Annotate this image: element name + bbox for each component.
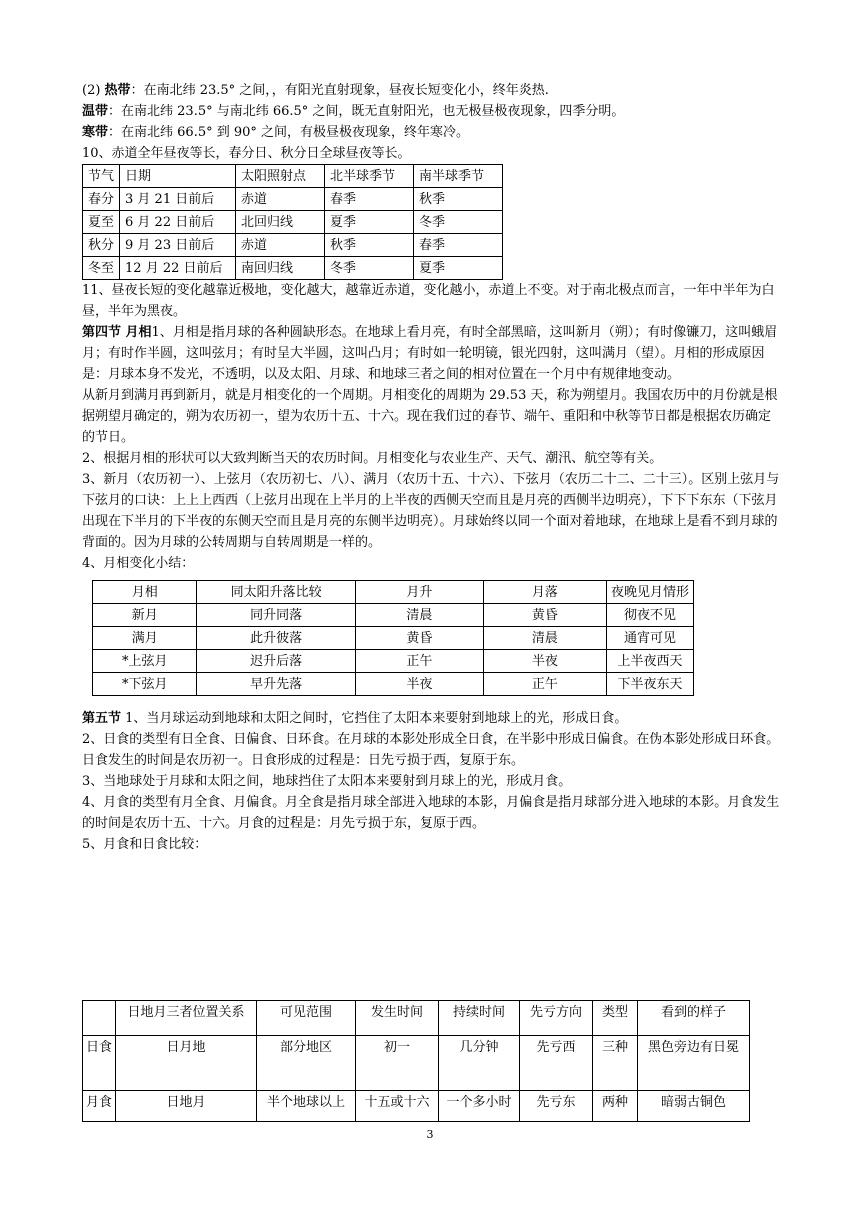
header-cell: 月相 [93,581,197,604]
frigid-desc: ：在南北纬 66.5° 到 90° 之间，有极昼极夜现象，终年寒冷。 [108,125,470,140]
section5-paragraph3: 3、当地球处于月球和太阳之间，地球挡住了太阳本来要射到月球上的光，形成月食。 [82,774,572,789]
table-cell: 黑色旁边有日冕 [638,1036,750,1091]
table-cell: 通宵可见 [606,627,693,650]
table-cell: 日地月 [116,1091,257,1122]
table-cell: 冬季 [325,257,414,280]
table-cell: 下半夜东天 [606,673,693,696]
table-cell: 月食 [83,1091,116,1122]
table-cell: 清晨 [355,604,483,627]
header-cell: 可见范围 [257,1001,356,1036]
table-cell: 十五或十六 [356,1091,439,1122]
table-cell: 上半夜西天 [606,650,693,673]
table-row [83,257,503,280]
table-cell: 春分 [83,188,120,211]
item-prefix: (2) [82,83,105,98]
table-cell: 此升彼落 [197,627,355,650]
section5-heading: 第五节 [82,711,122,726]
section4-heading: 第四节 月相 [82,325,152,340]
section4-paragraph3: 2、根据月相的形状可以大致判断当天的农历时间。月相变化与农业生产、天气、潮汛、航空等有关。 [82,451,663,466]
table-cell: 早升先落 [197,673,355,696]
temperate-line [82,101,782,122]
table-cell: 黄昏 [355,627,483,650]
table-cell: 夏季 [414,257,503,280]
table-cell: 日食 [83,1036,116,1091]
page-body [82,80,782,855]
eclipse-comparison-table [82,1000,750,1122]
table-cell: 秋季 [414,188,503,211]
table-cell: 冬季 [414,211,503,234]
tropic-desc: ：在南北纬 23.5° 之间，，有阳光直射现象，昼夜长短变化小，终年炎热. [130,83,549,98]
header-cell: 先亏方向 [520,1001,593,1036]
table-cell: 南回归线 [236,257,325,280]
table-header-row [83,165,503,188]
frigid-term: 寒带 [82,125,109,140]
frigid-line [82,122,782,143]
table-cell: 夏季 [325,211,414,234]
table-cell: 半夜 [355,673,483,696]
section5-paragraph4: 4、月食的类型有月全食、月偏食。月全食是指月球全部进入地球的本影，月偏食是指月球部分进入地球的本影。月食发生的时间是农历十五、十六。月食的过程是：月先亏损于东，复原于西。 [82,795,780,831]
table-cell: 先亏东 [520,1091,593,1122]
header-cell: 北半球季节 [325,165,414,188]
tropic-line [82,80,782,101]
page-number: 3 [426,1128,434,1141]
table-cell: 两种 [593,1091,638,1122]
table-cell: 3 月 21 日前后 [120,188,236,211]
table-cell: 几分钟 [439,1036,520,1091]
table-cell: 秋分 [83,234,120,257]
table-cell: 暗弱古铜色 [638,1091,750,1122]
table-cell: 部分地区 [257,1036,356,1091]
table-cell: 半个地球以上 [257,1091,356,1122]
section4-paragraph5: 4、月相变化小结： [82,556,195,571]
tropic-term: 热带 [104,83,131,98]
table-cell: 12 月 22 日前后 [120,257,236,280]
header-cell: 南半球季节 [414,165,503,188]
section5-paragraph5: 5、月食和日食比较： [82,837,208,852]
header-cell: 发生时间 [356,1001,439,1036]
header-cell: 夜晚见月情形 [606,581,693,604]
table-header-row [83,1001,750,1036]
table-row [83,1036,750,1091]
temperate-desc: ：在南北纬 23.5° 与南北纬 66.5° 之间，既无直射阳光，也无极昼极夜现象，四季分明。 [108,104,625,119]
header-cell: 月升 [355,581,483,604]
table-cell: 三种 [593,1036,638,1091]
table-cell: 初一 [356,1036,439,1091]
table-cell: 清晨 [483,627,606,650]
table-row [83,1091,750,1122]
table-row [93,604,694,627]
daylength-paragraph: 11、昼夜长短的变化越靠近极地，变化越大，越靠近赤道，变化越小，赤道上不变。对于南北极点而言，一年中半年为白昼，半年为黑夜。 [82,283,775,319]
table-cell: 春季 [325,188,414,211]
table-cell: 新月 [93,604,197,627]
header-cell: 日期 [120,165,236,188]
table-row [93,650,694,673]
section4-paragraph4: 3、新月（农历初一）、上弦月（农历初七、八）、满月（农历十五、十六）、下弦月（农历二十二、二十三）。区别上弦月与下弦月的口诀：上上上西西（上弦月出现在上半月的上半夜的西侧天空而且是月亮的西侧半边明亮），下下下东东（下弦月出现在下半月的下半夜的东侧天空而且是月亮的东侧半边明亮）。月球始终以同一个面对着地球，在地球上是看不到月球的背面的。因为月球的公转周期与自转周期是一样的。 [82,472,780,550]
table-row [93,673,694,696]
table-cell: 6 月 22 日前后 [120,211,236,234]
header-cell: 日地月三者位置关系 [116,1001,257,1036]
section5-paragraph1 [82,708,782,729]
table-row [83,188,503,211]
table-cell: 夏至 [83,211,120,234]
header-cell [83,1001,116,1036]
table-cell: 赤道 [236,188,325,211]
equator-line: 10、赤道全年昼夜等长，春分日、秋分日全球昼夜等长。 [82,146,411,161]
table-row [93,627,694,650]
table-cell: 赤道 [236,234,325,257]
temperate-term: 温带 [82,104,109,119]
header-cell: 看到的样子 [638,1001,750,1036]
section5-paragraph2: 2、日食的类型有日全食、日偏食、日环食。在月球的本影处形成全日食，在半影中形成日偏食。在伪本影处形成日环食。日食发生的时间是农历初一。日食形成的过程是：日先亏损于西，复原于东。 [82,732,780,768]
header-cell: 持续时间 [439,1001,520,1036]
table-cell: 先亏西 [520,1036,593,1091]
section5-text: 1、当月球运动到地球和太阳之间时，它挡住了太阳本来要射到地球上的光，形成日食。 [121,711,628,726]
table-cell: 黄昏 [483,604,606,627]
table-cell: 彻夜不见 [606,604,693,627]
section4-paragraph1 [82,322,782,385]
table-cell: 同升同落 [197,604,355,627]
moon-phase-table [92,580,694,696]
seasons-table [82,164,503,280]
table-header-row [93,581,694,604]
header-cell: 类型 [593,1001,638,1036]
section4-paragraph2: 从新月到满月再到新月，就是月相变化的一个周期。月相变化的周期为 29.53 天，称为朔望月。我国农历中的月份就是根据朔望月确定的，朔为农历初一，望为农历十五、十六。现在我们过的春节、端午、重阳和中秋等节日都是根据农历确定的节日。 [82,388,778,445]
table-cell: 满月 [93,627,197,650]
table-cell: *上弦月 [93,650,197,673]
table-cell: *下弦月 [93,673,197,696]
header-cell: 月落 [483,581,606,604]
section4-text: 1、月相是指月球的各种圆缺形态。在地球上看月亮，有时全部黑暗，这叫新月（朔）；有时像镰刀，这叫蛾眉月；有时作半圆，这叫弦月；有时呈大半圆，这叫凸月；有时如一轮明镜，银光四射，这叫满月（望）。月相的形成原因是：月球本身不发光，不透明，以及太阳、月球、和地球三者之间的相对位置在一个月中有规律地变动。 [82,325,778,382]
table-row [83,234,503,257]
table-cell: 迟升后落 [197,650,355,673]
header-cell: 太阳照射点 [236,165,325,188]
table-cell: 秋季 [325,234,414,257]
table-cell: 冬至 [83,257,120,280]
table-cell: 北回归线 [236,211,325,234]
table-cell: 春季 [414,234,503,257]
table-cell: 半夜 [483,650,606,673]
table-cell: 9 月 23 日前后 [120,234,236,257]
table-row [83,211,503,234]
table-cell: 正午 [355,650,483,673]
header-cell: 同太阳升落比较 [197,581,355,604]
table-cell: 日月地 [116,1036,257,1091]
table-cell: 一个多小时 [439,1091,520,1122]
header-cell: 节气 [83,165,120,188]
table-cell: 正午 [483,673,606,696]
